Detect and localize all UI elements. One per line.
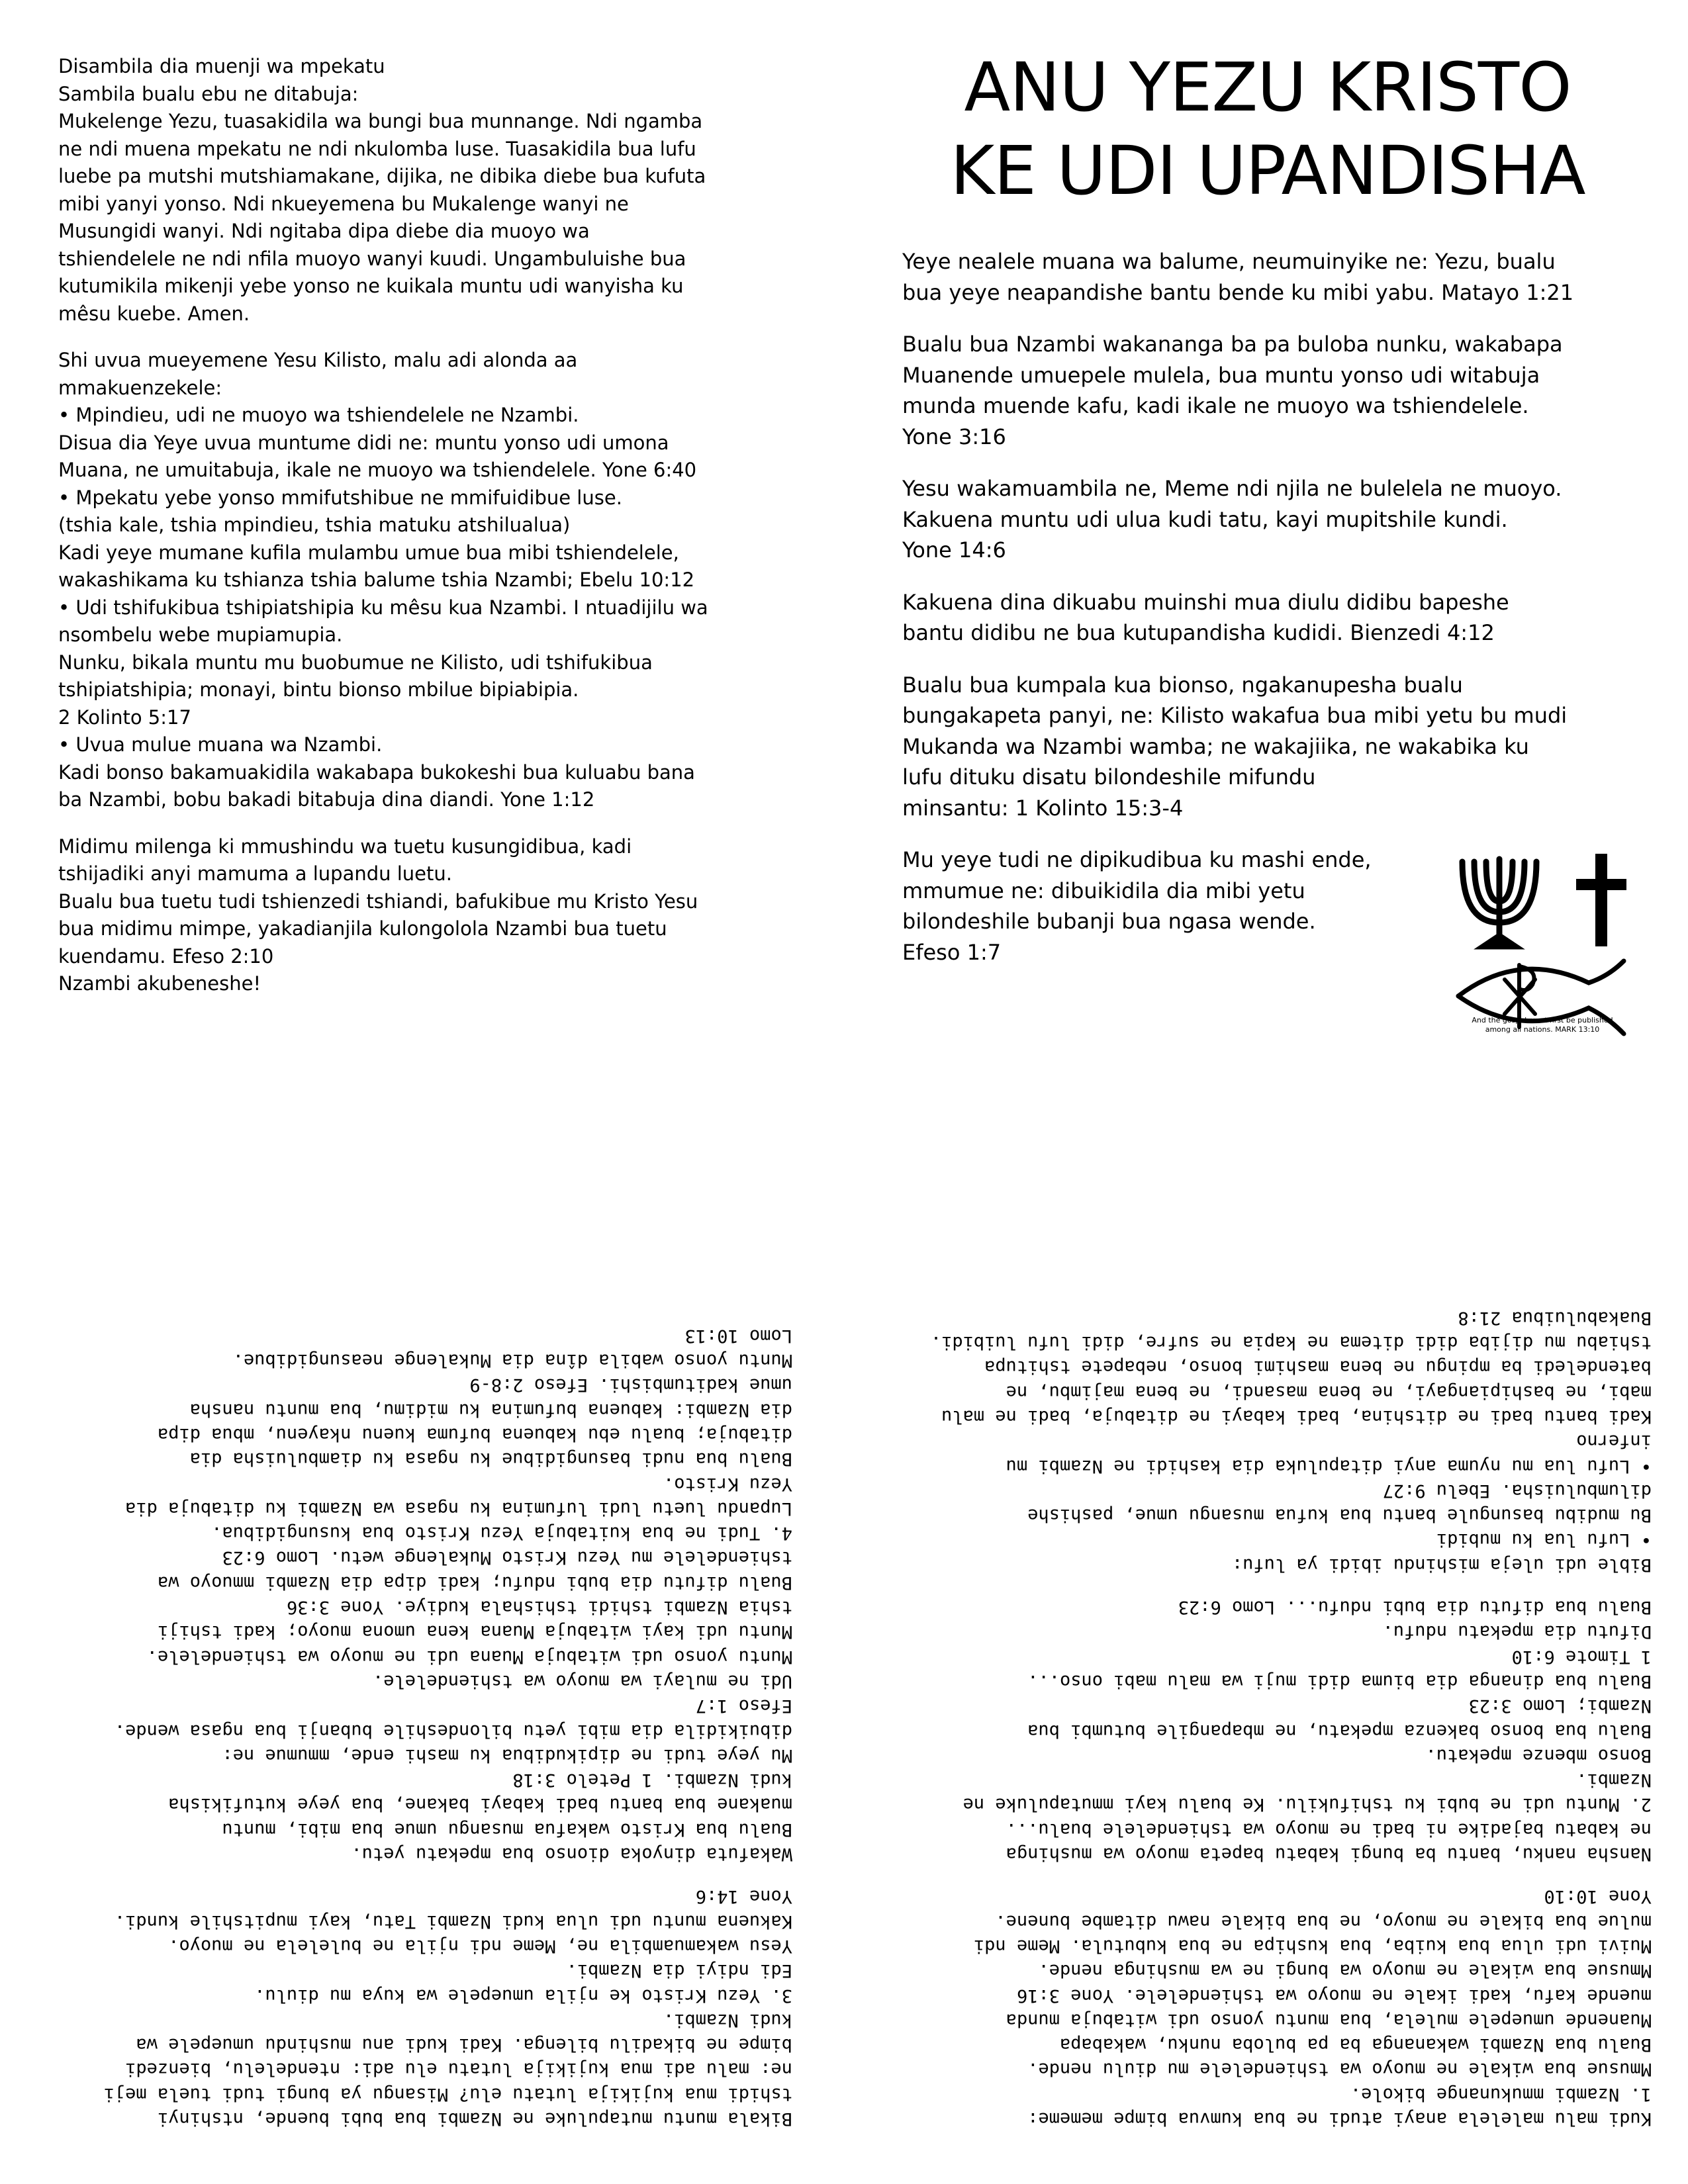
salvation-steps-panel-a	[0, 1092, 844, 2184]
text-line: mabi, ne bashipiangayi, ne bena masandi, ne bena majimbu, ne	[1006, 1381, 1652, 1402]
text-line: batendeledi ba mpingu ne bena mashimi bonso, nebapete tshitupa	[984, 1357, 1652, 1378]
emblem-caption	[1446, 1016, 1638, 1034]
text-line	[902, 649, 1650, 670]
text-line: muende kafu, kadi ikale ne muoyo wa tshiendelele. Yone 3:16	[1016, 1985, 1652, 2006]
text-line: Edi ndiyi dia Nzambi.	[566, 1960, 792, 1981]
text-line: Kakuena dina dikuabu muinshi mua diulu didibu bapeshe	[902, 589, 1509, 615]
text-line: kuendamu. Efeso 2:10	[58, 944, 274, 968]
text-line: ba Nzambi, bobu bakadi bitabuja dina diandi. Yone 1:12	[58, 788, 595, 811]
text-line: Mukanda wa Nzambi wamba; ne wakajiika, ne wakabika ku	[902, 733, 1529, 759]
text-line: Muntu yonso wabila dîna dia Mukalenge neasungidibue.	[232, 1350, 792, 1371]
text-line: Bible udi uleja mishindu ibidi ya lufu:	[1232, 1554, 1652, 1575]
text-line: tshiendelele mu Yezu Kristo Mukalenge wetu. Lomo 6:23	[222, 1547, 792, 1569]
text-line: minsantu: 1 Kolinto 15:3-4	[902, 795, 1184, 821]
text-line: Yesu wakamuambila ne, Meme ndi njila ne bulelela ne muoyo.	[168, 1935, 792, 1956]
text-line: kutumikila mikenji yebe yonso ne kuikala muntu udi wanyisha ku	[58, 275, 684, 297]
text-line: lufu dituku disatu bilondeshile mifundu	[902, 764, 1316, 790]
text-line: nsombelu webe mupiamupia.	[58, 623, 343, 646]
text-line	[902, 452, 1650, 473]
text-line: Buakabuluibua 21:8	[1458, 1307, 1652, 1328]
text-line: Udi ne mulayi wa muoyo wa tshiendelele.	[373, 1670, 792, 1692]
text-line: Kadi bantu badi ne ditshina, badi kabayi ne ditabuja, badi ne malu	[941, 1406, 1652, 1427]
prayer-panel	[0, 0, 844, 1092]
text-line: (tshia kale, tshia mpindieu, tshia matuku atshilualua)	[58, 514, 571, 536]
text-line: Difutu dia mpekatu ndufu.	[1382, 1621, 1652, 1643]
text-line: Kadi bonso bakamuakidila wakabapa bukokeshi bua kuluabu bana	[58, 760, 695, 784]
text-line: Yezu Kristo.	[663, 1473, 792, 1494]
text-line: dia Nzambi: kabuena bufumina ku midimu, bua muntu nansha	[189, 1399, 792, 1420]
text-line: • Uvua mulue muana wa Nzambi.	[58, 733, 383, 756]
text-line: umue kaditumbishi. Efeso 2:8-9	[469, 1375, 792, 1396]
text-line: • Mpekatu yebe yonso mmifutshibue ne mmifuidibue luse.	[58, 486, 622, 509]
text-line: Kakuena muntu udi ulua kudi tatu, kayi mupitshile kundi.	[902, 506, 1508, 532]
text-line: tshipiatshipia; monayi, bintu bionso mbilue bipiabipia.	[58, 678, 579, 701]
text-line: Nunku, bikala muntu mu buobumue ne Kilisto, udi tshifukibua	[58, 651, 653, 674]
text-line: tshiendelele ne ndi nfila muoyo wanyi kuudi. Ungambuluishe bua	[58, 247, 686, 270]
text-line: Bualu bua Kristo wakafua musangu umue bua mibi, muntu	[222, 1819, 792, 1840]
text-line	[902, 823, 1650, 844]
text-line: 1 Timote 6:10	[1511, 1646, 1652, 1667]
text-line: Musungidi wanyi. Ndi ngitaba dipa diebe dia muoyo wa	[58, 220, 590, 242]
text-line: 2 Kolinto 5:17	[58, 705, 191, 729]
text-line: Muanende umuepele mulela, bua muntu yonso udi witabuja	[902, 362, 1540, 388]
text-line: mmumue ne: dibuikidila dia mibi yetu	[902, 878, 1305, 903]
text-line: Mu yeye tudi ne dipikudibua ku mashi ende, mmumue ne:	[222, 1745, 792, 1766]
text-line: tshijadiki anyi mamuma a lupandu luetu.	[58, 862, 452, 885]
cover-panel	[844, 0, 1688, 1092]
text-line: Yone 14:6	[695, 1886, 792, 1907]
text-line: Bualu bua nudi basungidibue ku ngasa ku diambuluisha dia	[189, 1449, 792, 1470]
text-line: Sambila bualu ebu ne ditabuja:	[58, 82, 359, 105]
text-line: Nzambi.	[1576, 1770, 1652, 1791]
text-line: Bualu bua Nzambi wakananga ba pa buloba nunku, wakabapa	[1059, 2034, 1652, 2056]
text-line: Nansha nanku, bantu ba bungi kabatu bapeta muoyo wa mushinga	[1006, 1844, 1652, 1865]
text-line: mmakuenzekele:	[58, 376, 222, 399]
text-line: muakane bua bantu badi kabayi bakane, bua yeye kutufikisha	[168, 1794, 792, 1815]
text-line: Lomo 10:13	[684, 1325, 792, 1346]
text-line: 4. Tudi ne bua kuitabuja Yezu Kristo bua kusungidibua.	[211, 1523, 792, 1544]
text-line	[58, 814, 800, 833]
text-line: Muana, ne umuitabuja, ikale ne muoyo wa tshiendelele. Yone 6:40	[58, 459, 697, 481]
text-line: Shi uvua mueyemene Yesu Kilisto, malu adi alonda aa	[58, 349, 578, 371]
text-line: dilumbuluisha. Ebelu 9:27	[1382, 1480, 1652, 1501]
text-line: mulue bua bikale ne muoyo, ne bua bikale nawu ditambe bunene.	[995, 1911, 1652, 1932]
text-line: • Udi tshifukibua tshipiatshipia ku mêsu kua Nzambi. I ntuadijilu wa	[58, 596, 708, 619]
text-line: Efeso 1:7	[695, 1696, 792, 1717]
text-line: Kadi yeye mumane kufila mulambu umue bua mibi tshiendelele,	[58, 541, 679, 564]
text-line: Bualu difutu dia bubi ndufu; kadi dipa dia Nzambi mmuoyo wa	[157, 1572, 792, 1593]
text-line: Muanende umuepele mulela, bua muntu yonso udi witabuja munda	[1006, 2009, 1652, 2030]
title-line: ANU YEZU KRISTO	[964, 48, 1571, 127]
text-line: wakashikama ku tshianza tshia balume tshia Nzambi; Ebelu 10:12	[58, 569, 695, 591]
caption-line: And the gospel must first be published	[1472, 1016, 1613, 1024]
text-line: Kakuena muntu udi ulua kudi Nzambi Tatu, kayi mupitshile kundi.	[114, 1911, 792, 1932]
faith-emblem	[1446, 847, 1638, 1039]
text-line: • Mpindieu, udi ne muoyo wa tshiendelele ne Nzambi.	[58, 404, 579, 426]
text-line: Disua dia Yeye uvua muntume didi ne: muntu yonso udi umona	[58, 431, 669, 454]
text-line: bantu didibu ne bua kutupandisha kudidi. Bienzedi 4:12	[902, 620, 1495, 645]
text-line: kudi Nzambi.	[663, 2009, 792, 2030]
text-line: Bualu bua dinanga dia biuma didi muji wa malu mabi onso...	[1027, 1670, 1652, 1692]
text-line: kudi Nzambi. 1 Petelo 3:18	[512, 1770, 792, 1791]
text-line: tshia Nzambi tshidi tshishala kudiye. Yone 3:36	[286, 1597, 792, 1618]
menorah-icon	[1462, 859, 1536, 946]
text-line	[884, 1866, 1652, 1884]
text-line: Bu mudibu basungule bantu bua kufua musangu umue, pashishe	[1027, 1505, 1652, 1526]
text-line: luebe pa mutshi mutshiamakane, dijika, ne dibika diebe bua kufuta	[58, 165, 706, 187]
text-line: Bikala muntu mutapuluke ne Nzambi bua bubi buende, ntshinyi	[157, 2109, 792, 2129]
text-line: mibi yanyi yonso. Ndi nkueyemena bu Mukalenge wanyi ne	[58, 192, 629, 215]
text-line: mêsu kuebe. Amen.	[58, 302, 250, 325]
text-line	[902, 566, 1650, 587]
text-line: tshiabu mu dijiba didi ditema ne kapia ne sufre, didi lufu luibidi.	[930, 1332, 1652, 1353]
text-line: 3. Yezu Kristo ke njila umuepele wa kuya mu diulu.	[254, 1985, 792, 2006]
caption-line: among all nations. MARK 13:10	[1485, 1025, 1600, 1034]
text-line: Yone 3:16	[902, 424, 1006, 449]
text-line: Yeye nealele muana wa balume, neumuinyike ne: Yezu, bualu	[902, 249, 1556, 274]
text-line: Mukelenge Yezu, tuasakidila wa bungi bua munnange. Ndi ngamba	[58, 110, 703, 132]
text-line: Mmusue bua wikale ne muoyo wa tshiendelele mu diulu nende.	[1027, 2059, 1652, 2080]
text-line: Disambila dia muenji wa mpekatu	[58, 55, 385, 77]
text-line: Bualu bua kumpala kua bionso, ngakanupesha bualu	[902, 672, 1463, 698]
text-line: bilondeshile bubanji bua ngasa wende.	[902, 909, 1316, 934]
text-line: munda muende kafu, kadi ikale ne muoyo wa tshiendelele.	[902, 393, 1529, 418]
text-line: • Lufu lua mu nyuma anyi ditapuluka dia kashidi ne Nzambi mu	[1006, 1455, 1652, 1477]
text-line: • Lufu lua ku mubidi	[1436, 1529, 1652, 1551]
page-title	[870, 46, 1665, 213]
text-line: ne kabatu bajadike ni badi ne muoyo wa tshiendelele bualu...	[1006, 1819, 1652, 1840]
text-line: Bualu bua tuetu tudi tshienzedi tshiandi, bafukibue mu Kristo Yesu	[58, 889, 698, 913]
text-line: ne ndi muena mpekatu ne ndi nkulomba luse. Tuasakidila bua lufu	[58, 137, 696, 160]
text-line: Nzambi akubeneshe!	[58, 972, 261, 995]
text-line: bua midimu mimpe, yakadianjila kulongolola Nzambi bua tuetu	[58, 917, 667, 940]
text-line: bungakapeta panyi, ne: Kilisto wakafua bua mibi yetu bu mudi	[902, 703, 1568, 728]
text-line: Bualu bua difutu dia bubi ndufu... Lomo 6:23	[1178, 1597, 1652, 1618]
text-line: Kudi malu malelela anayi atudi ne bua kumvua bimpe mememe:	[1027, 2109, 1652, 2129]
text-line: Yone 14:6	[902, 537, 1006, 563]
text-line: Lupandu luetu ludi lufumina ku ngasa wa Nzambi ku ditabuja dia	[125, 1498, 792, 1519]
text-line	[38, 1866, 792, 1884]
emblem-graphic	[1446, 847, 1638, 1039]
text-line: Bonso mbenze mpekatu.	[1425, 1745, 1652, 1766]
text-line: Nzambi; Lomo 3:23	[1468, 1696, 1652, 1717]
text-line: Wakafuta dinyoka dionso bua mpekatu yetu.	[351, 1844, 792, 1865]
text-line: tshidi mua kujikija lutatu elu? Misangu ya bungi tudi tuela meji	[103, 2083, 792, 2105]
text-line: 1. Nzambi mmukunange bikole.	[1350, 2083, 1652, 2105]
text-line: Mu yeye tudi ne dipikudibua ku mashi ende,	[902, 847, 1372, 872]
text-line	[884, 1577, 1652, 1595]
text-line: Mmusue bua wikale ne muoyo wa bungi ne wa mushinga nende.	[1038, 1960, 1652, 1981]
text-line: Yesu wakamuambila ne, Meme ndi njila ne bulelela ne muoyo.	[902, 476, 1562, 501]
text-line: Muivi udi ulua bua kuiba, bua kushipa ne bua kubutula. Meme ndi	[973, 1935, 1652, 1956]
steps-text-b	[884, 1306, 1652, 2132]
title-line: KE UDI UPANDISHA	[950, 132, 1585, 210]
text-line: Yone 10:10	[1544, 1886, 1652, 1907]
steps-text-a	[38, 1324, 792, 2132]
text-line: Bualu bua Nzambi wakananga ba pa buloba nunku, wakabapa	[902, 332, 1563, 357]
text-line: Midimu milenga ki mmushindu wa tuetu kusungidibua, kadi	[58, 835, 632, 858]
text-line: Muntu yonso udi witabuja Muana udi ne muoyo wa tshiendelele.	[146, 1646, 792, 1667]
text-line: Muntu udi kayi witabuja Muana kena umona muoyo; kadi tshiji	[157, 1621, 792, 1643]
prayer-text	[58, 53, 800, 998]
salvation-steps-panel-b	[844, 1092, 1688, 2184]
text-line: bimpe ne bikadilu bilenga. Kadi kudi anu mushindu umuepele wa	[136, 2034, 792, 2056]
text-line: 2. Muntu udi ne bubi ku tshifukilu. Ke bualu kayi mmutapuluke ne	[962, 1794, 1652, 1815]
text-line: inferno	[1576, 1431, 1652, 1452]
text-line: Bualu bua bonso bakenza mpekatu, ne mbapangile butumbi bua	[1027, 1720, 1652, 1741]
text-line: dibuikidila dia mibi yetu bilondeshile bubanji bua ngasa wende.	[114, 1720, 792, 1741]
text-line	[902, 308, 1650, 329]
cross-icon	[1576, 854, 1626, 946]
text-line: bua yeye neapandishe bantu bende ku mibi yabu. Matayo 1:21	[902, 279, 1574, 305]
text-line: ne: malu adi mua kujikija lutatu elu adi: ntendelelu, bienzedi	[125, 2059, 792, 2080]
text-line	[58, 328, 800, 347]
text-line: Efeso 1:7	[902, 939, 1002, 965]
text-line: ditabuja; bualu ebu kabuena bufuma kuenu nkayenu, mbua dipa	[157, 1424, 792, 1445]
